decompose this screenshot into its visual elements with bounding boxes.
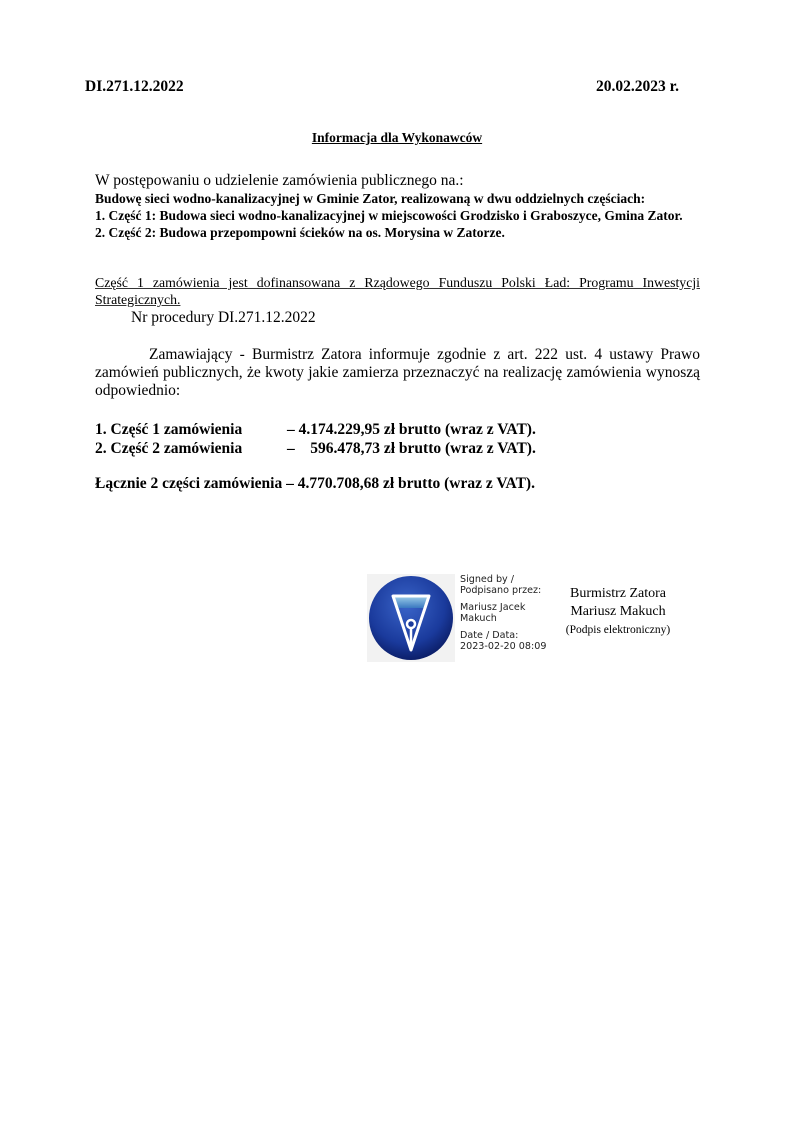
date-label: Date / Data: bbox=[460, 630, 519, 641]
signatory-office: Burmistrz Zatora bbox=[569, 586, 667, 601]
intro-section bbox=[95, 172, 700, 241]
procedure-number: Nr procedury DI.271.12.2022 bbox=[131, 309, 316, 326]
signatory-name: Mariusz Makuch bbox=[570, 604, 666, 619]
amount-row bbox=[95, 420, 536, 439]
subject: Budowę sieci wodno-kanalizacyjnej w Gminie Zator, realizowaną w dwu oddzielnych częściach: bbox=[95, 191, 646, 206]
amount-row bbox=[95, 439, 536, 458]
amount-value: – 4.174.229,95 zł brutto (wraz z VAT). bbox=[287, 421, 536, 438]
signature-note: (Podpis elektroniczny) bbox=[565, 624, 671, 636]
part-2-description: 2. Część 2: Budowa przepompowni ścieków na os. Morysina w Zatorze. bbox=[95, 225, 505, 240]
signature-date: 2023-02-20 08:09 bbox=[460, 640, 547, 652]
amount-label: 1. Część 1 zamówienia bbox=[95, 421, 243, 438]
signatory-block bbox=[548, 585, 688, 639]
body-paragraph bbox=[95, 346, 700, 400]
intro-line: W postępowaniu o udzielenie zamówienia publicznego na.: bbox=[95, 172, 464, 189]
signature-pen-icon bbox=[367, 574, 455, 662]
part-1-description: 1. Część 1: Budowa sieci wodno-kanalizacyjnej w miejscowości Grodzisko i Graboszyce, Gmina Zator. bbox=[95, 208, 683, 223]
signer-name-line2: Makuch bbox=[460, 612, 497, 624]
signer-name-line1: Mariusz Jacek bbox=[460, 602, 526, 613]
document-date: 20.02.2023 r. bbox=[596, 78, 679, 95]
amount-label: 2. Część 2 zamówienia bbox=[95, 440, 243, 457]
page-title: Informacja dla Wykonawców bbox=[311, 130, 483, 145]
amount-value: – 596.478,73 zł brutto (wraz z VAT). bbox=[287, 440, 536, 457]
reference-number: DI.271.12.2022 bbox=[85, 78, 184, 95]
paragraph-text: Zamawiający - Burmistrz Zatora informuje zgodnie z art. 222 ust. 4 ustawy Prawo zamówień publicznych, że kwoty jakie zamierza przeznaczyć na realizację zamówienia wynoszą odpowiednio: bbox=[95, 346, 700, 399]
total-amount: Łącznie 2 części zamówienia – 4.770.708,68 zł brutto (wraz z VAT). bbox=[95, 475, 535, 492]
signature-metadata bbox=[460, 575, 546, 652]
amounts-list bbox=[95, 420, 536, 458]
signed-by-label-pl: Podpisano przez: bbox=[460, 584, 542, 596]
signed-by-label: Signed by / bbox=[460, 574, 515, 585]
funding-note: Część 1 zamówienia jest dofinansowana z Rządowego Funduszu Polski Ład: Programu Inwestycji Strategicznych. bbox=[95, 275, 700, 307]
